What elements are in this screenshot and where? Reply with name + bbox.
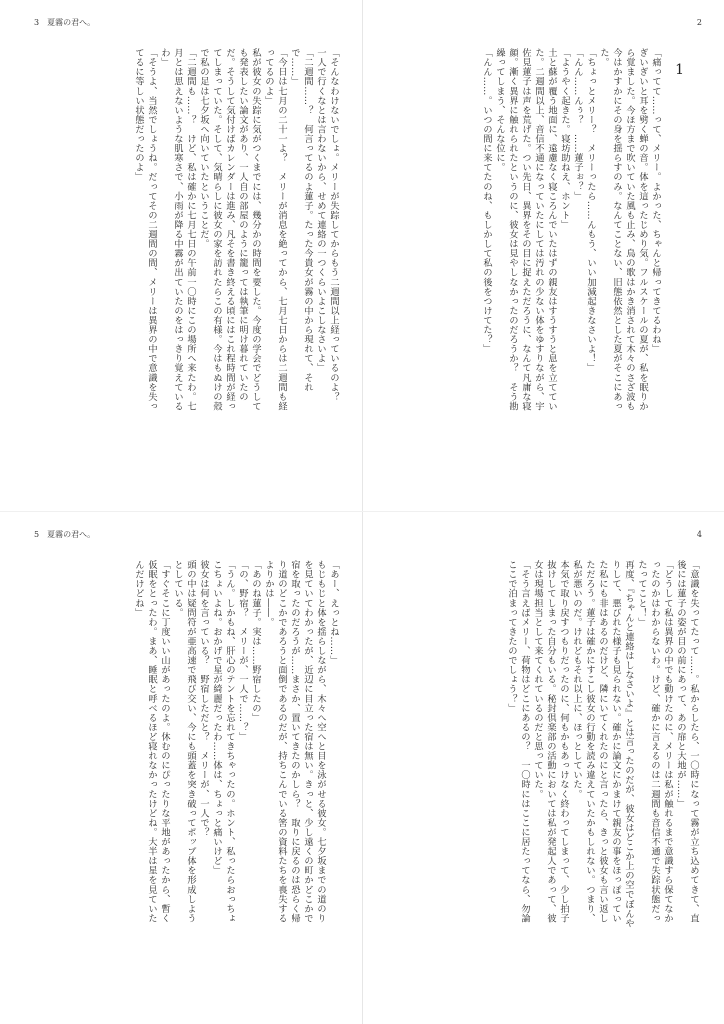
- paragraph: 「痛ってて……って、メリー。よかった、ちゃんと帰ってきてるわね」: [650, 48, 661, 354]
- paragraph: 「の、野宿？ メリーが、一人で……？」: [237, 560, 248, 742]
- page-4: [362, 512, 724, 1024]
- paragraph: 彼女は何を言っている？ 野宿しただと？ メリーが、一人で？: [198, 560, 209, 837]
- page-5: [0, 512, 362, 1024]
- book-title: 夏霧の君へ。: [47, 18, 96, 27]
- paragraph: 私が彼女の失踪に気がつくまでには、幾分かの時間を要した。今度の学会でどうしても発表したい論文があり、一人自の部屋のように籠っては執筆に明け暮れていたのだ。そうして気付けばカレンダーは進み、凡そを書き終える頃にはこれ程時間が経ってしまっていた。そして、気晴らしに彼女の家を訪れたらこの有様。今はもぬけの殻で私の足は七夕坂へ向いていたということだ。: [198, 48, 261, 411]
- paragraph: 「ちょっとメリー？ メリーったら……んもう、いい加減起きなさいよ！」: [585, 48, 596, 373]
- paragraph: 「んん……んぅ？ ……蓮子ぉ？」: [572, 48, 583, 201]
- paragraph: 「そうよ、当然でしょうね。だってその二週間の間、メリーは異界の中で意識を失ってるに等しい状態だったのよ」: [133, 48, 157, 411]
- paragraph: 「うん。しかもね、肝心のテントを忘れてきちゃったの。ホント、私ったらおっちょこちょいよね。おかげで星が綺麗だったわ……体は、ちょっと痛いけど」: [211, 560, 235, 923]
- paragraph: 「どうして私は異界の中でも動けたのに、メリーは私が触れるまで意識すら保てなかったのかはわからないわ。けど、確かに言えるのは二週間も音信不通で失踪状態だったってこと！」: [636, 560, 673, 923]
- paragraph: 「今日は七月の二十一よ？ メリーが消息を絶ってから、七月七日からは二週間も経ってるのよ」: [263, 48, 287, 411]
- paragraph: 「んん……。いつの間に来てたのね、もしかして私の後をつけてた？」: [481, 48, 492, 354]
- paragraph: 本気で取り戻すつもりだったのに、何もかもあっけなく終わってしまって、少し拍子抜けしてしまった自分もいる。秘封倶楽部の活動においては私が発起人であって、彼女は現場担当として来てくれているのだと思っていた。: [532, 560, 569, 923]
- running-header: [34, 530, 95, 540]
- page-number: 5: [34, 530, 40, 539]
- paragraph: 「二週間……？ 何言ってるのよ蓮子。たった今貴女が霧の中から現れて、それで……」: [289, 48, 313, 392]
- body-text: [392, 560, 700, 930]
- body-text: [392, 48, 662, 418]
- paragraph: 「すぐそこに丁度いい山があったのよ。休むのにぴったりな平地があったから、暫く仮眠をとったわ。まあ、睡眠と呼べるほど寝れなかったけどね。大半は星を見ていたんだけどね」: [133, 560, 170, 923]
- paragraph: 「ようやく起きた。寝坊助ねえ、ホント」: [559, 48, 570, 230]
- paragraph: 「そう言えばメリー、荷物はどこにあるの？ 一〇時にはここに居たってなら、勿論ここで泊まってきたのでしょう？」: [506, 560, 530, 923]
- paragraph: 「二週間も……？ けど、私は確かに七月七日の午前一〇時にこの場所へ来たわ。七月とは思えないような肌寒さで、小雨が降る中霧が出ていたのをはっきり覚えているわ」: [159, 48, 196, 411]
- paragraph: 「あー、えっとね……」: [328, 560, 339, 666]
- paragraph: 「あのね蓮子。実は……野宿したの」: [250, 560, 261, 723]
- paragraph: ぎいぎいと耳を劈く蝉の音。体を這ったじめり気。フルスケールの夏が、私を眠りから覚ました。今ほ方まで吹いていた風も止み、鳥の歌はかき消されて木々のさざ波も今はかすかにその身を揺らすのみ。なんてことない、旧態依然とした夏がそこにあった。: [598, 48, 648, 411]
- paragraph: 頭の中は疑問符が亜高速で飛び交い、今にも頭蓋を突き破ってポップ体を形成しようとしている。: [172, 560, 196, 923]
- running-header: [34, 18, 95, 28]
- spread-bottom: [0, 512, 724, 1024]
- paragraph: もじもじと体を揺らしながら、木々へ空へと目を泳がせる彼女。七夕坂までの道のりを見ていてわかったが、近辺に目立った宿は無い。きっと、少し遠くの町かどこかで宿を取ったのだろうが……まさか、置いてきたのかしら？ 取りに戻るのは恐らく帰り道のどこかであろうと面倒であるのだが、持ちこんでいる筈の資料たちを喪失するよりかは――。: [263, 560, 326, 923]
- paragraph: 再度、『ちゃんと連絡はしなさいよ』とは言ったのだが、彼女はどこか上の空でぼんやりして、悪びれた様子も見られない。確かに論文にかまけて親友の事をほっぽっていた私にも非はあるのだけど、隣にいてくれたのにと言ったら、きっと彼女も言い返しただろう。蓮子は確かにすこし彼女の行動を読み違えていたかもしれない。つまり、私が悪いのだ。けれどもそれ以上に、ほっとしていた。: [571, 560, 634, 928]
- paragraph: 「そんなわけないでしょ。メリーが失踪してからもう二週間以上経っているのよ？ 一人で行くなとは言わないから、せめて連絡の一つくらいよこしなさいよ」: [315, 48, 339, 411]
- page-number: 3: [34, 18, 40, 27]
- body-text: [40, 48, 340, 418]
- book-title: 夏霧の君へ。: [47, 530, 96, 539]
- page-3: [0, 0, 362, 512]
- chapter-number: 1: [675, 62, 684, 78]
- page-number: 2: [696, 18, 702, 27]
- page-2: [362, 0, 724, 512]
- paragraph: 土と蘇が覆う地面に、遠慮なく寝ころんでいたはずの親友はすうすうと息を立てていた。二週間以上、音信不通になっていたにしては汚れの少ない体をゆすりながら、宇佐見蓮子は声を荒げた。つい先日、異界をその目に捉えただろうに、なんて凡庸な寝顔。漸く異界に触れられたというのに、彼女は見やしなかったのだろうか？ そう勘繰ってしまう、そんな位に。: [494, 48, 557, 411]
- paragraph: 「意識を失ってたって……。私からしたら、一〇時になって霧が立ち込めてきて、直後には蓮子の姿が目の前にあって、あの扉と大地が……」: [675, 560, 699, 923]
- page-number: 4: [696, 530, 702, 539]
- body-text: [40, 560, 340, 930]
